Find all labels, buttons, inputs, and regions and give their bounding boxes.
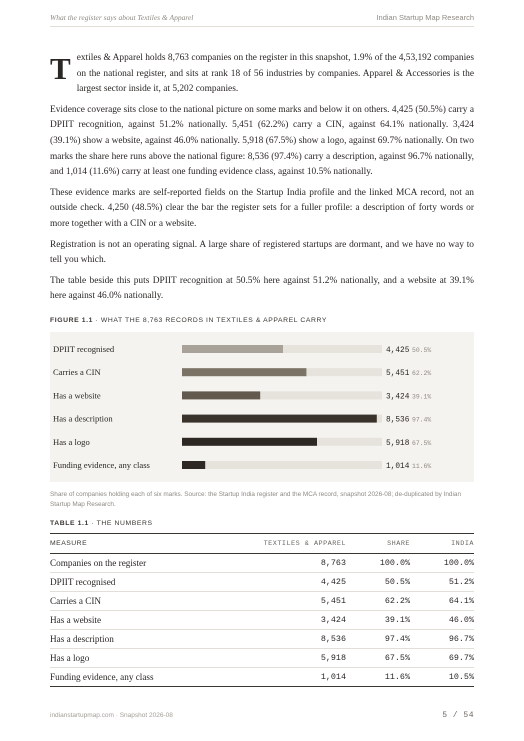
cell-share: 67.5% <box>346 649 410 668</box>
cell-india: 69.7% <box>410 649 474 668</box>
bar <box>182 368 306 376</box>
bar-count-label: 1,014 <box>386 463 410 471</box>
drop-cap: T <box>50 51 71 86</box>
table-row <box>50 592 474 611</box>
page-number: 5 / 54 <box>442 711 474 720</box>
cell-sector-count: 5,451 <box>230 592 346 611</box>
body-text <box>50 51 474 310</box>
bar-count-label: 4,425 <box>386 347 410 355</box>
cell-sector-count: 5,918 <box>230 649 346 668</box>
cell-share: 11.6% <box>346 668 410 687</box>
bar-track <box>182 461 382 469</box>
bar-count-label: 8,536 <box>386 416 410 425</box>
table-label: TABLE 1.1 · THE NUMBERS <box>50 520 153 527</box>
bar <box>182 345 283 353</box>
paragraph-evidence: Evidence coverage sits close to the national picture on some marks and below it on others. 4,425 (50.5%) carry a DPIIT recognition, against 51.2% nationally. 5,451 (62.2%) carry a CIN, against 64.1% nationally. 3,424 (39.1%) show a website, against 46.0% nationally. 5,918 (67.5%) show a logo, against 69.7% nationally. On two marks the share here runs above the national figure: 8,536 (97.4%) carry a description, against 96.7% nationally, and 1,014 (11.6%) carry at least one funding evidence class, against 10.5% nationally. <box>50 104 474 178</box>
table-title: THE NUMBERS <box>96 520 153 527</box>
bar-chart <box>50 332 474 482</box>
bar-category-label: Funding evidence, any class <box>53 460 150 470</box>
table-row <box>50 649 474 668</box>
cell-sector-count: 8,763 <box>230 554 346 573</box>
figure-caption: Share of companies holding each of six marks. Source: the Startup India register and the MCA record, snapshot 2026-08; de-duplicated by Indian Startup Map Research. <box>50 491 462 508</box>
bar <box>182 438 317 446</box>
bar-category-label: Carries a CIN <box>53 367 101 378</box>
bar-share-label: 11.6% <box>412 463 432 470</box>
paragraph-self-reported: These evidence marks are self-reported fields on the Startup India profile and the linked MCA record, not an outside check. 4,250 (48.5%) clear the bar the register sets for a fuller profile: a description of forty words or more together with a CIN or a website. <box>50 187 474 229</box>
numbers-table <box>50 533 474 687</box>
cell-measure: DPIIT recognised <box>50 573 230 592</box>
bar-count-label: 5,451 <box>386 370 410 379</box>
bar-share-label: 50.5% <box>412 347 432 354</box>
bar-category-label: Has a website <box>53 390 101 401</box>
cell-sector-count: 3,424 <box>230 611 346 630</box>
figure-number: FIGURE 1.1 <box>50 317 94 324</box>
bar-share-label: 67.5% <box>412 439 432 447</box>
cell-share: 62.2% <box>346 592 410 611</box>
cell-measure: Has a website <box>50 611 230 630</box>
bar-share-label: 39.1% <box>412 393 432 401</box>
column-header-sector: TEXTILES & APPAREL <box>230 534 346 554</box>
cell-share: 100.0% <box>346 554 410 573</box>
cell-sector-count: 4,425 <box>230 573 346 592</box>
cell-sector-count: 1,014 <box>230 668 346 687</box>
cell-share: 97.4% <box>346 630 410 649</box>
bar-count-label: 3,424 <box>386 393 410 402</box>
bar <box>182 461 205 469</box>
cell-sector-count: 8,536 <box>230 630 346 649</box>
page-footer <box>50 711 474 720</box>
cell-measure: Funding evidence, any class <box>50 668 230 687</box>
paragraph-table-note: The table beside this puts DPIIT recognition at 50.5% here against 51.2% nationally, and a website at 39.1% here against 46.0% nationally. <box>50 275 474 302</box>
bar-count-label: 5,918 <box>386 439 410 448</box>
table-row <box>50 611 474 630</box>
bar-category-label: DPIIT recognised <box>53 344 115 354</box>
table-row <box>50 554 474 573</box>
paragraph-registration: Registration is not an operating signal. A large share of registered startups are dormant, and we have no way to tell you which. <box>50 239 474 266</box>
cell-measure: Carries a CIN <box>50 592 230 611</box>
figure-title: WHAT THE 8,763 RECORDS IN TEXTILES & APPAREL CARRY <box>100 317 328 324</box>
cell-india: 10.5% <box>410 668 474 687</box>
running-head-title: What the register says about Textiles & Apparel <box>50 13 194 22</box>
column-header-measure: MEASURE <box>50 534 230 554</box>
cell-measure: Has a logo <box>50 649 230 668</box>
bar <box>182 391 260 399</box>
cell-measure: Has a description <box>50 630 230 649</box>
table-number: TABLE 1.1 <box>50 520 89 527</box>
cell-india: 100.0% <box>410 554 474 573</box>
figure-label: FIGURE 1.1 · WHAT THE 8,763 RECORDS IN TEXTILES & APPAREL CARRY <box>50 317 328 324</box>
running-head <box>50 13 474 22</box>
running-head-publisher: Indian Startup Map Research <box>376 13 474 22</box>
paragraph-intro <box>50 51 474 98</box>
cell-india: 64.1% <box>410 592 474 611</box>
cell-india: 46.0% <box>410 611 474 630</box>
bar-share-label: 62.2% <box>412 370 432 378</box>
paragraph-intro-text: extiles & Apparel holds 8,763 companies on the register in this snapshot, 1.9% of the 4,53,192 companies on the national register, and sits at rank 18 of 56 industries by companies. Apparel & Accessories is the largest sector inside it, at 5,202 companies. <box>76 53 474 95</box>
bar <box>182 415 377 423</box>
cell-measure: Companies on the register <box>50 554 230 573</box>
bar-category-label: Has a description <box>53 413 113 424</box>
bar-chart-panel <box>50 332 474 482</box>
bar-category-label: Has a logo <box>53 436 90 447</box>
cell-share: 50.5% <box>346 573 410 592</box>
table-row <box>50 630 474 649</box>
column-header-india: INDIA <box>410 534 474 554</box>
table-row <box>50 573 474 592</box>
cell-share: 39.1% <box>346 611 410 630</box>
cell-india: 51.2% <box>410 573 474 592</box>
header-divider <box>50 26 474 27</box>
table-row <box>50 668 474 687</box>
column-header-share: SHARE <box>346 534 410 554</box>
cell-india: 96.7% <box>410 630 474 649</box>
bar-share-label: 97.4% <box>412 416 432 424</box>
footer-site: indianstartupmap.com · Snapshot 2026-08 <box>50 712 173 719</box>
table-header-row <box>50 534 474 554</box>
